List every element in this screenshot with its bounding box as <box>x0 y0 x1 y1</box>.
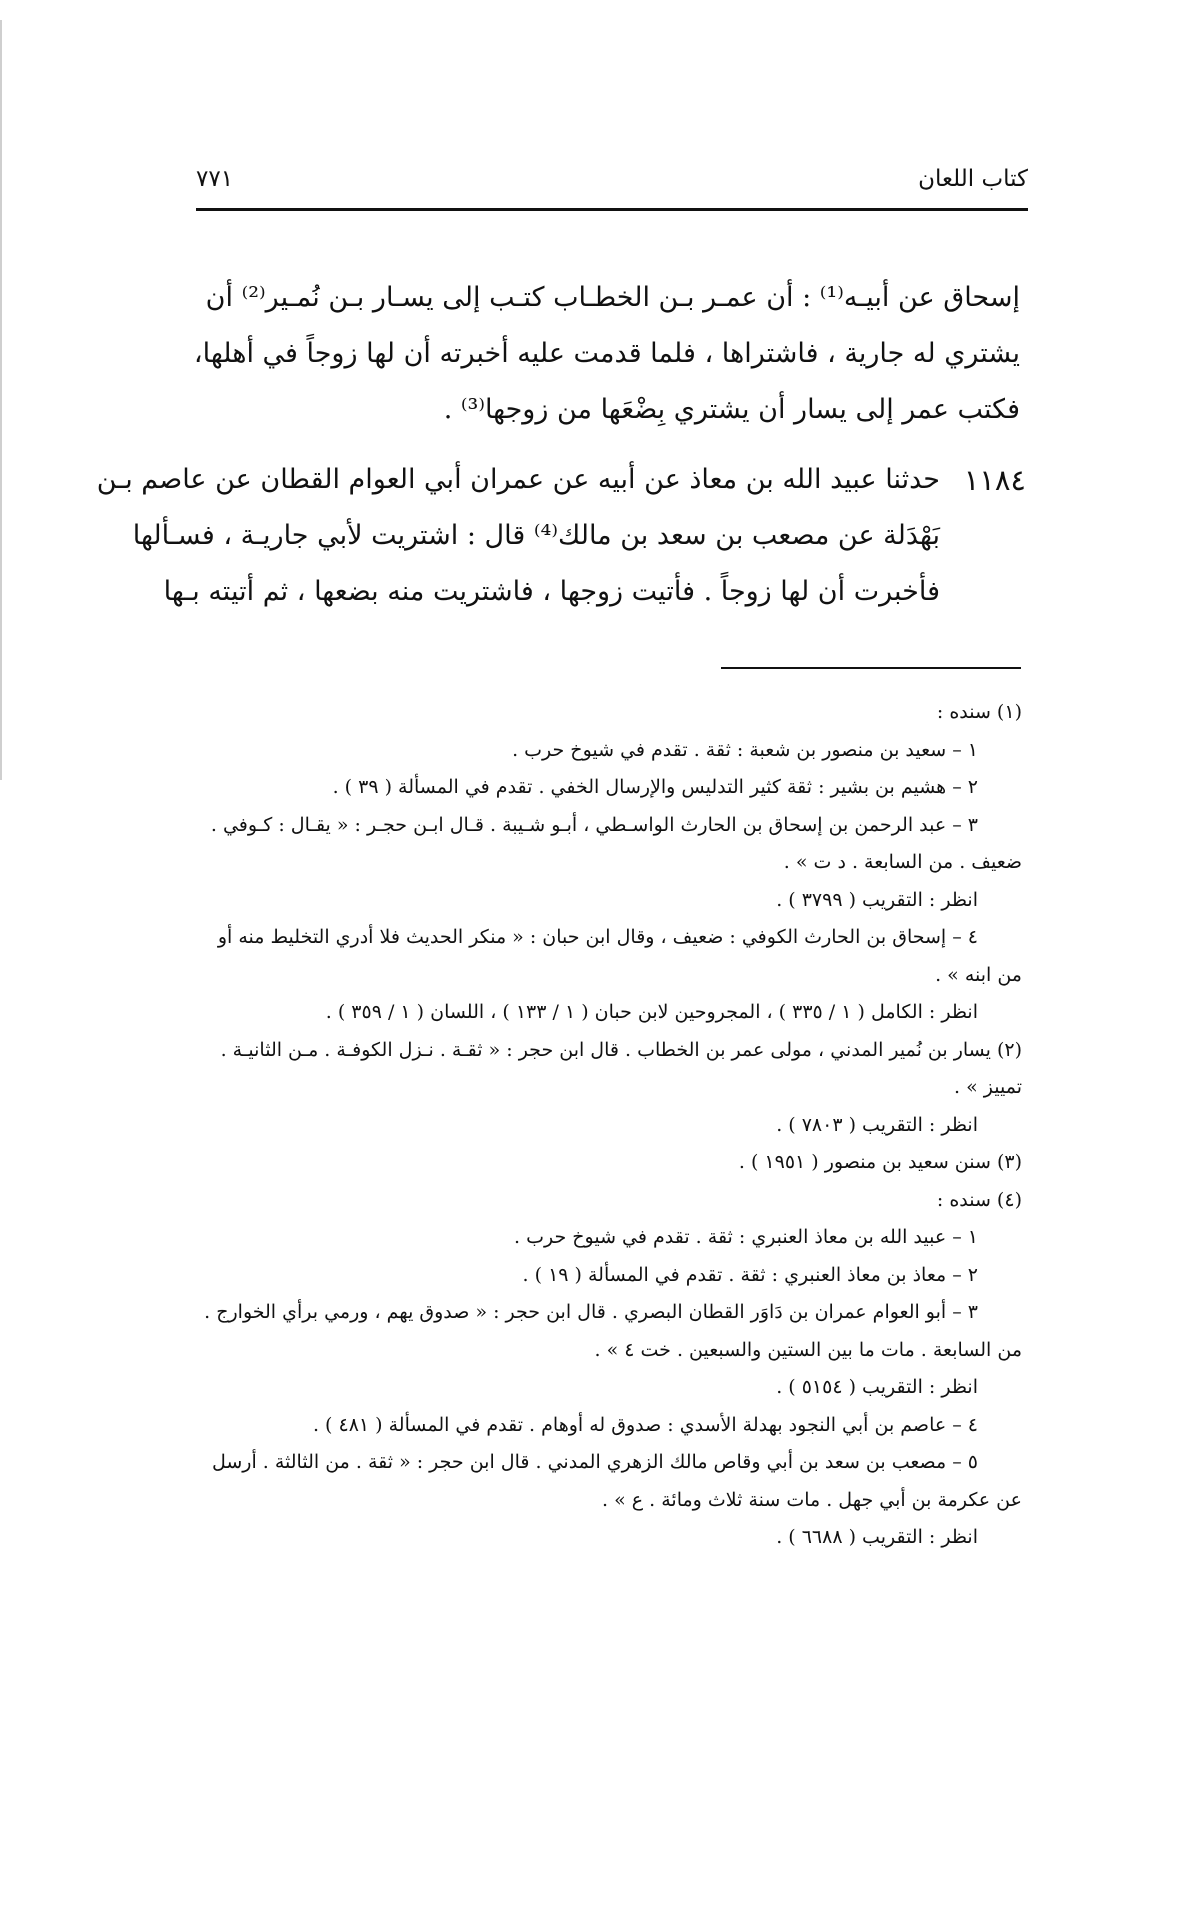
main-text-line: فكتب عمر إلى يسار أن يشتري بِضْعَها من زوجها⁽³⁾ . <box>443 394 1020 425</box>
footnote-line: انظر : التقريب ( ٥١٥٤ ) . <box>776 1376 978 1398</box>
footnote-line: من السابعة . مات ما بين الستين والسبعين . خت ٤ » . <box>594 1338 1022 1361</box>
hadith-block <box>96 452 1026 620</box>
hadith-text <box>96 452 940 620</box>
main-text <box>190 270 1020 438</box>
scan-edge-shadow <box>0 20 2 780</box>
hadith-number: ١١٨٤ <box>963 463 1026 497</box>
main-text-line: يشتري له جارية ، فاشتراها ، فلما قدمت عليه أخبرته أن لها زوجاً في أهلها، <box>193 338 1020 369</box>
footnote-line: ٣ – أبو العوام عمران بن دَاوَر القطان البصري . قال ابن حجر : « صدوق يهم ، ورمي برأي الخوارج . <box>204 1301 978 1323</box>
main-text-line: إسحاق عن أبيـه⁽¹⁾ : أن عمـر بـن الخطـاب كتـب إلى يسـار بـن نُمـير⁽²⁾ أن <box>205 282 1020 313</box>
footnote-line: انظر : التقريب ( ٣٧٩٩ ) . <box>776 888 978 911</box>
footnote-line: انظر : التقريب ( ٧٨٠٣ ) . <box>776 1113 978 1136</box>
footnote-heading: (٤) سنده : <box>936 1188 1022 1211</box>
footnote-line: ٢ – معاذ بن معاذ العنبري : ثقة . تقدم في المسألة ( ١٩ ) . <box>522 1263 978 1286</box>
footnote-separator <box>721 667 1021 669</box>
footnote-line: ٤ – إسحاق بن الحارث الكوفي : ضعيف ، وقال ابن حبان : « منكر الحديث فلا أدري التخليط منه أو <box>217 926 978 948</box>
footnote-heading: (٣) سنن سعيد بن منصور ( ١٩٥١ ) . <box>738 1151 1022 1173</box>
hadith-text-line: حدثنا عبيد الله بن معاذ عن أبيه عن عمران أبي العوام القطان عن عاصم بـن <box>96 464 940 495</box>
header-rule <box>196 208 1028 211</box>
hadith-text-line: فأخبرت أن لها زوجاً . فأتيت زوجها ، فاشتريت منه بضعها ، ثم أتيته بـها <box>163 576 940 607</box>
footnote-line: عن عكرمة بن أبي جهل . مات سنة ثلاث ومائة . ع » . <box>602 1488 1022 1511</box>
footnote-line: ٢ – هشيم بن بشير : ثقة كثير التدليس والإرسال الخفي . تقدم في المسألة ( ٣٩ ) . <box>332 776 978 798</box>
footnote-line: ١ – سعيد بن منصور بن شعبة : ثقة . تقدم في شيوخ حرب . <box>512 738 978 761</box>
footnote-line: انظر : الكامل ( ١ / ٣٣٥ ) ، المجروحين لابن حبان ( ١ / ١٣٣ ) ، اللسان ( ١ / ٣٥٩ ) . <box>325 1001 978 1023</box>
footnote-line: انظر : التقريب ( ٦٦٨٨ ) . <box>776 1526 978 1548</box>
footnote-line: ٣ – عبد الرحمن بن إسحاق بن الحارث الواسـطي ، أبـو شـيبة . قـال ابـن حجـر : « يقـال : كـوفي . <box>210 813 978 836</box>
running-header <box>196 166 1028 208</box>
footnote-line: من ابنه » . <box>935 963 1022 986</box>
footnote-line: ٥ – مصعب بن سعد بن أبي وقاص مالك الزهري المدني . قال ابن حجر : « ثقة . من الثالثة . أرسل <box>211 1451 978 1473</box>
footnote-line: تمييز » . <box>954 1076 1022 1098</box>
page-number: ٧٧١ <box>196 166 234 192</box>
footnote-heading: (١) سنده : <box>936 701 1022 723</box>
chapter-title: كتاب اللعان <box>918 166 1028 192</box>
footnote-line: ١ – عبيد الله بن معاذ العنبري : ثقة . تقدم في شيوخ حرب . <box>514 1226 978 1248</box>
footnotes <box>170 694 1022 1557</box>
footnote-heading: (٢) يسار بن نُمير المدني ، مولى عمر بن الخطاب . قال ابن حجر : « ثقـة . نـزل الكوفـة . مـن الثانيـة . <box>220 1038 1022 1061</box>
footnote-line: ٤ – عاصم بن أبي النجود بهدلة الأسدي : صدوق له أوهام . تقدم في المسألة ( ٤٨١ ) . <box>312 1413 978 1436</box>
footnote-line: ضعيف . من السابعة . د ت » . <box>783 851 1022 873</box>
hadith-text-line: بَهْدَلة عن مصعب بن سعد بن مالك⁽⁴⁾ قال : اشتريت لأبي جاريـة ، فسـألها <box>132 520 940 551</box>
